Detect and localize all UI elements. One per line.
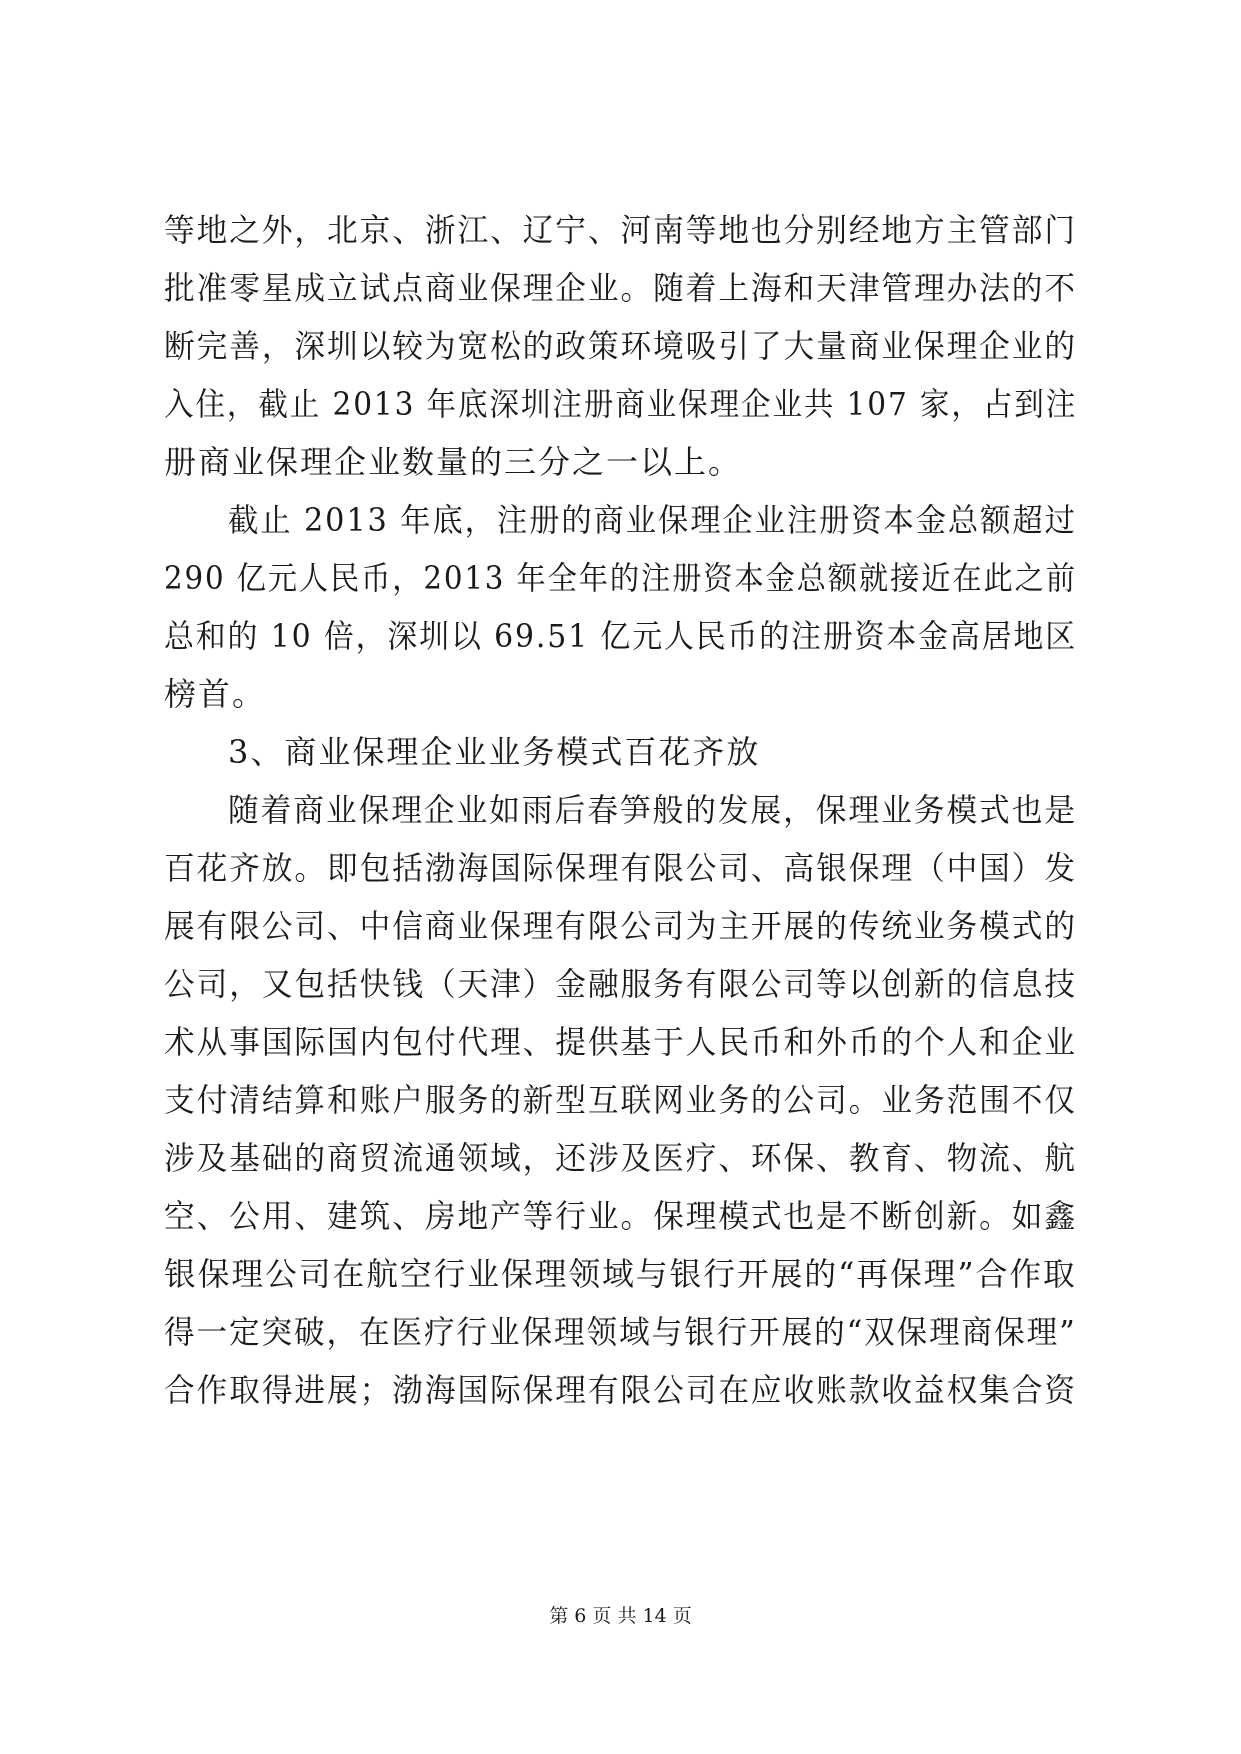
- text-line: 银保理公司在航空行业保理领域与银行开展的“再保理”合作取: [164, 1255, 1077, 1293]
- paragraph-first-line: 随着商业保理企业如雨后春笋般的发展，保理业务模式也是: [228, 791, 1078, 829]
- text-line: 百花齐放。即包括渤海国际保理有限公司、高银保理（中国）发: [164, 849, 1078, 887]
- page-number-footer: 第 6 页 共 14 页: [549, 1605, 692, 1627]
- text-line: 公司，又包括快钱（天津）金融服务有限公司等以创新的信息技: [164, 965, 1078, 1003]
- text-line: 等地之外，北京、浙江、辽宁、河南等地也分别经地方主管部门: [164, 211, 1078, 249]
- paragraph-first-line: 截止 2013 年底，注册的商业保理企业注册资本金总额超过: [228, 501, 1077, 539]
- text-line: 合作取得进展；渤海国际保理有限公司在应收账款收益权集合资: [164, 1371, 1078, 1409]
- text-line: 展有限公司、中信商业保理有限公司为主开展的传统业务模式的: [164, 907, 1078, 945]
- section-heading: 3、商业保理企业业务模式百花齐放: [228, 733, 761, 771]
- text-line: 榜首。: [164, 675, 267, 713]
- text-line: 册商业保理企业数量的三分之一以上。: [164, 443, 743, 481]
- text-line: 总和的 10 倍，深圳以 69.51 亿元人民币的注册资本金高居地区: [164, 617, 1078, 655]
- text-line: 得一定突破，在医疗行业保理领域与银行开展的“双保理商保理”: [164, 1313, 1077, 1351]
- text-line: 断完善，深圳以较为宽松的政策环境吸引了大量商业保理企业的: [164, 327, 1078, 365]
- text-line: 入住，截止 2013 年底深圳注册商业保理企业共 107 家，占到注: [164, 385, 1078, 423]
- text-line: 290 亿元人民币，2013 年全年的注册资本金总额就接近在此之前: [164, 559, 1077, 597]
- text-line: 涉及基础的商贸流通领域，还涉及医疗、环保、教育、物流、航: [164, 1139, 1078, 1177]
- text-line: 批准零星成立试点商业保理企业。随着上海和天津管理办法的不: [164, 269, 1078, 307]
- text-line: 术从事国际国内包付代理、提供基于人民币和外币的个人和企业: [164, 1023, 1078, 1061]
- text-line: 空、公用、建筑、房地产等行业。保理模式也是不断创新。如鑫: [164, 1197, 1078, 1235]
- text-line: 支付清结算和账户服务的新型互联网业务的公司。业务范围不仅: [164, 1081, 1078, 1119]
